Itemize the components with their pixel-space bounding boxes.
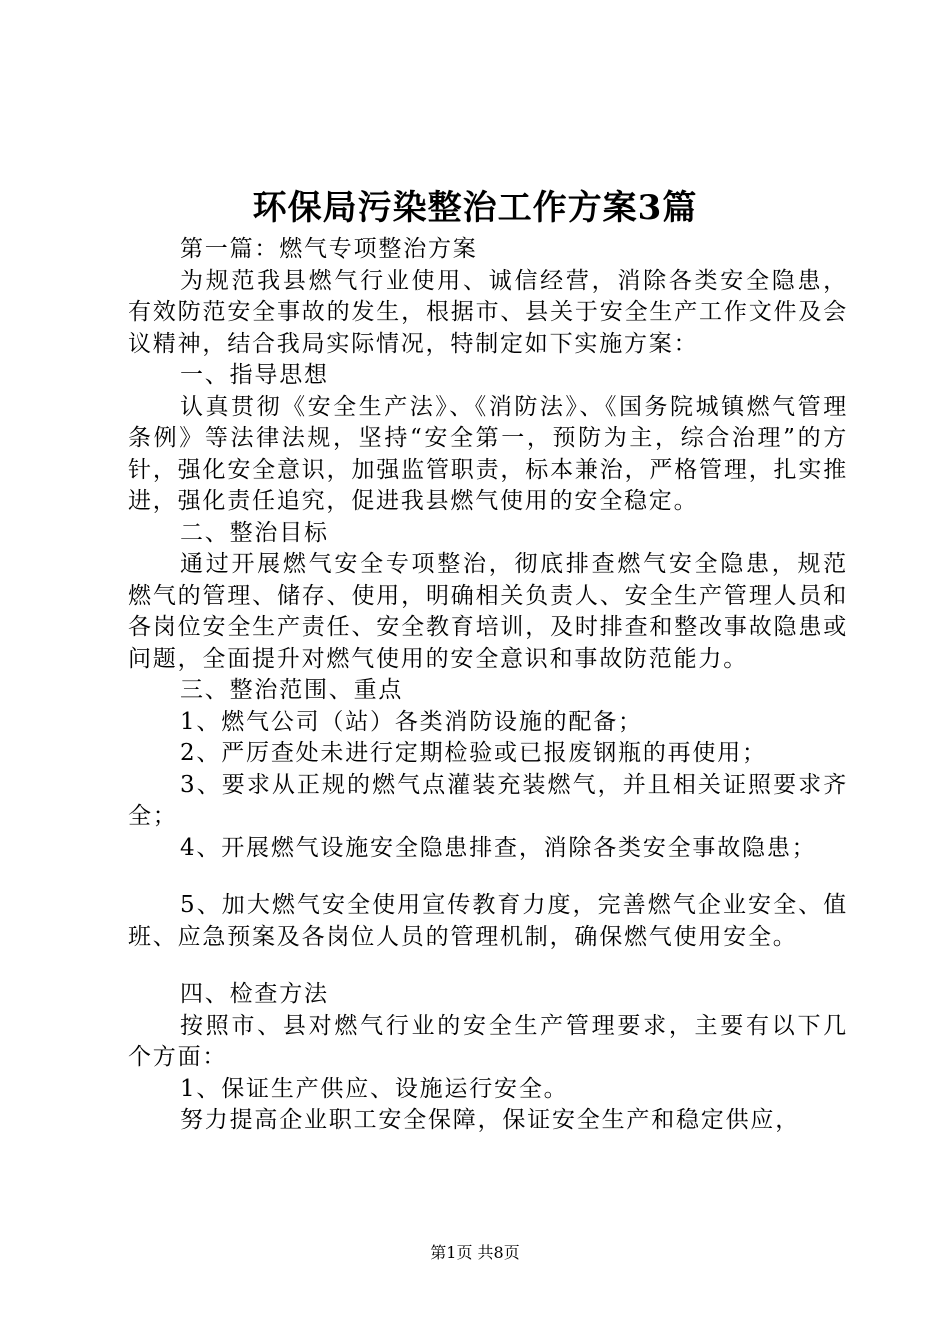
scope-item-3: 3、要求从正规的燃气点灌装充装燃气，并且相关证照要求齐全； [128,771,848,829]
scope-item-4: 4、开展燃气设施安全隐患排查，消除各类安全事故隐患； [180,834,817,861]
section-heading-scope: 三、整治范围、重点 [180,677,404,703]
section-heading-inspection-methods: 四、检查方法 [180,981,329,1007]
paragraph-spacer [128,953,848,979]
scope-item-5: 5、加大燃气安全使用宣传教育力度，完善燃气企业安全、值班、应急预案及各岗位人员的管理机制，确保燃气使用安全。 [128,892,848,950]
inspection-item-1: 1、保证生产供应、设施运行安全。 [180,1075,569,1102]
paragraph-spacer [128,864,848,890]
page-footer: 第1页 共8页 [430,1243,520,1262]
goals-paragraph: 通过开展燃气安全专项整治，彻底排查燃气安全隐患，规范燃气的管理、储存、使用，明确相关负责人、安全生产管理人员和各岗位安全生产责任、安全教育培训，及时排查和整改事故隐患或问题，全面提升对燃气使用的安全意识和事故防范能力。 [128,551,848,672]
document-body [128,234,848,1137]
section-heading-goals: 二、整治目标 [180,519,329,546]
document-title: 环保局污染整治工作方案3篇 [252,188,698,228]
scope-item-1: 1、燃气公司（站）各类消防设施的配备； [180,708,643,735]
section-heading-part-one: 第一篇：燃气专项整治方案 [180,236,478,262]
intro-paragraph: 为规范我县燃气行业使用、诚信经营，消除各类安全隐患，有效防范安全事故的发生，根据市、县关于安全生产工作文件及会议精神，结合我局实际情况，特制定如下实施方案： [128,267,848,357]
section-heading-guiding-ideology: 一、指导思想 [180,362,329,388]
scope-item-2: 2、严厉查处未进行定期检验或已报废钢瓶的再使用； [180,740,767,766]
guiding-ideology-paragraph: 认真贯彻《安全生产法》、《消防法》、《国务院城镇燃气管理条例》等法律法规，坚持“安全第一，预防为主，综合治理”的方针，强化安全意识，加强监管职责，标本兼治，严格管理，扎实推进，强化责任追究，促进我县燃气使用的安全稳定。 [128,393,848,514]
inspection-item-1-detail: 努力提高企业职工安全保障，保证安全生产和稳定供应， [180,1107,800,1133]
inspection-methods-paragraph: 按照市、县对燃气行业的安全生产管理要求，主要有以下几个方面： [128,1012,848,1070]
